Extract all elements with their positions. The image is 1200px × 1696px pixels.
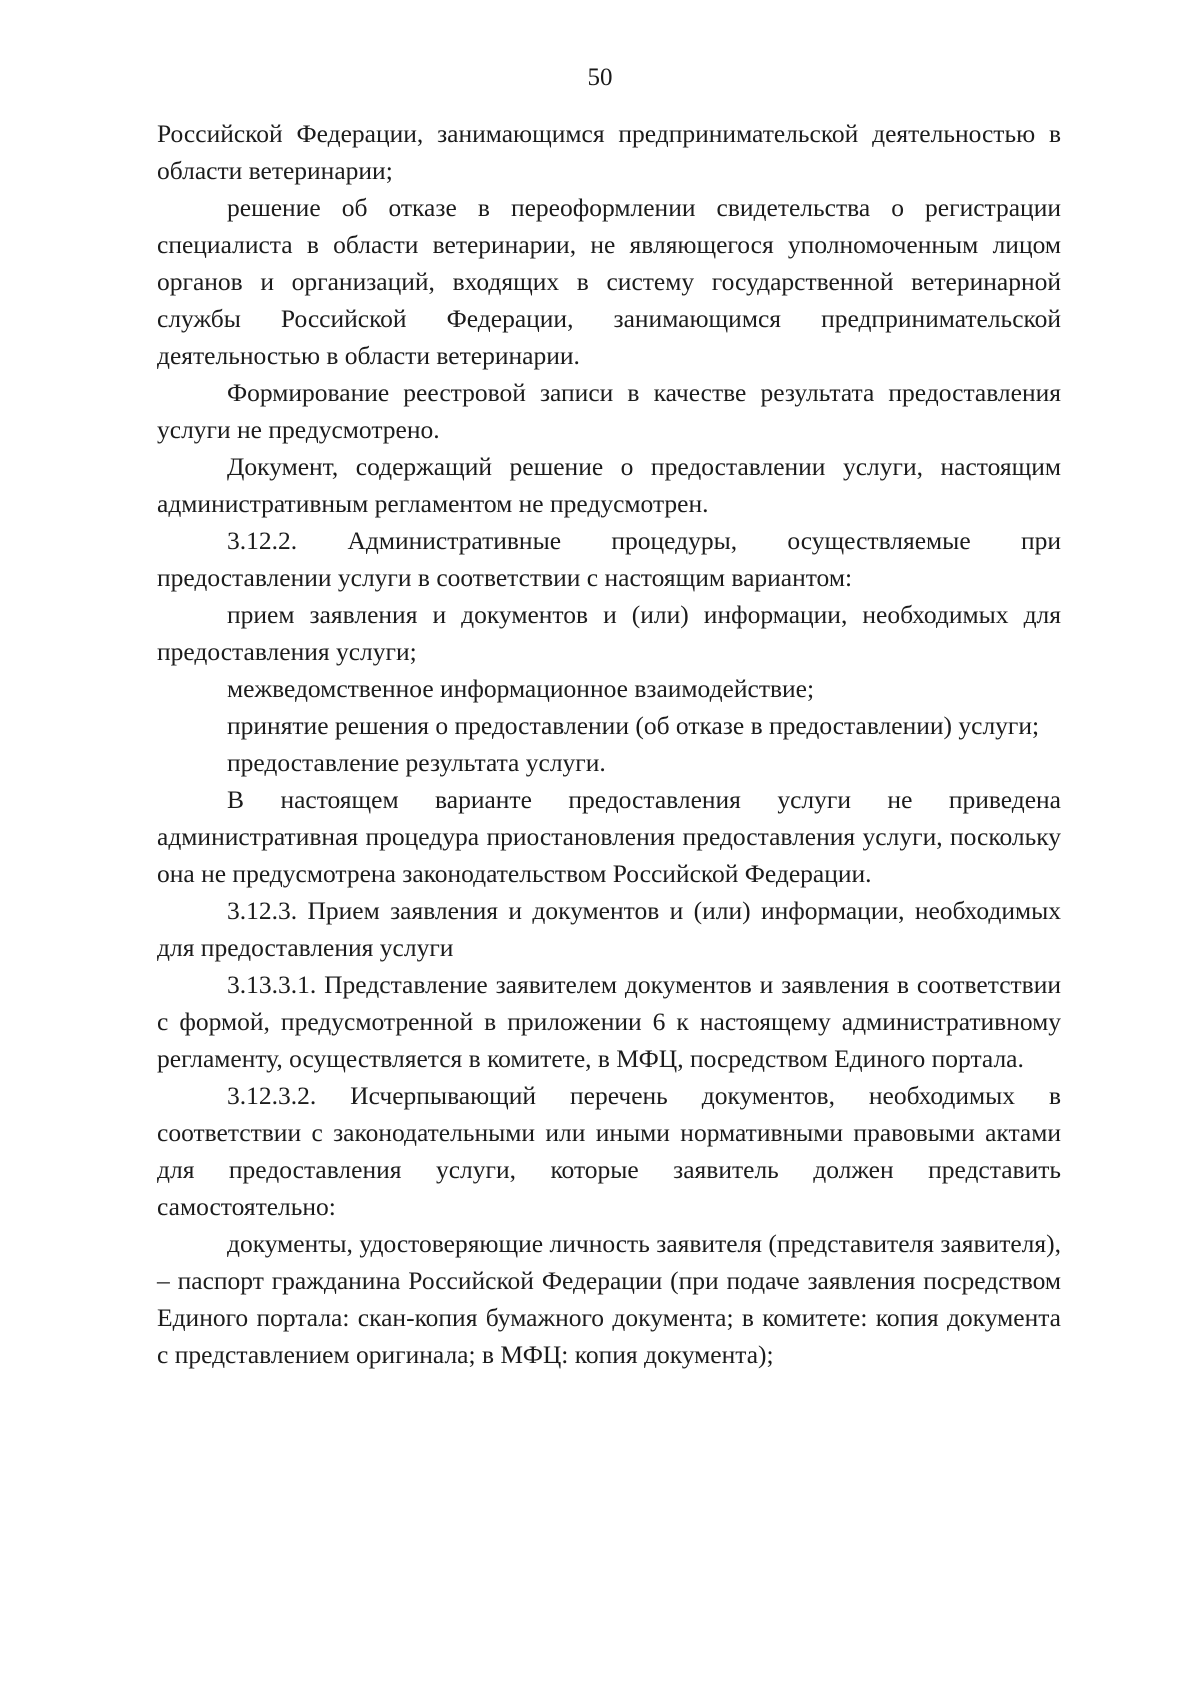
paragraph: 3.12.3. Прием заявления и документов и (или) информации, необходимых для предоставления услуги (157, 896, 1061, 962)
paragraph: 3.12.3.2. Исчерпывающий перечень документов, необходимых в соответствии с законодательными или иными нормативными правовыми актами для предоставления услуги, которые заявитель должен представить самостоятельно: (157, 1081, 1061, 1221)
paragraph: 3.12.2. Административные процедуры, осуществляемые при предоставлении услуги в соответствии с настоящим вариантом: (157, 526, 1061, 592)
page-number: 50 (587, 64, 613, 91)
paragraph: документы, удостоверяющие личность заявителя (представителя заявителя), – паспорт гражданина Российской Федерации (при подаче заявления посредством Единого портала: скан-копия бумажного документа; в комитете: копия документа с представлением оригинала; в МФЦ: копия документа); (157, 1229, 1061, 1369)
paragraph: предоставление результата услуги. (227, 748, 606, 777)
paragraph: прием заявления и документов и (или) информации, необходимых для предоставления услуги; (157, 600, 1061, 666)
paragraph: принятие решения о предоставлении (об отказе в предоставлении) услуги; (227, 711, 1040, 740)
document-body (157, 115, 1061, 1373)
paragraph: Документ, содержащий решение о предоставлении услуги, настоящим административным регламентом не предусмотрен. (157, 452, 1061, 518)
paragraph: Российской Федерации, занимающимся предпринимательской деятельностью в области ветеринарии; (157, 119, 1061, 185)
paragraph: Формирование реестровой записи в качестве результата предоставления услуги не предусмотрено. (157, 378, 1061, 444)
paragraph: решение об отказе в переоформлении свидетельства о регистрации специалиста в области ветеринарии, не являющегося уполномоченным лицом органов и организаций, входящих в систему государственной ветеринарной службы Российской Федерации, занимающимся предпринимательской деятельностью в области ветеринарии. (157, 193, 1061, 370)
paragraph: В настоящем варианте предоставления услуги не приведена административная процедура приостановления предоставления услуги, поскольку она не предусмотрена законодательством Российской Федерации. (157, 785, 1061, 888)
paragraph: 3.13.3.1. Представление заявителем документов и заявления в соответствии с формой, предусмотренной в приложении 6 к настоящему административному регламенту, осуществляется в комитете, в МФЦ, посредством Единого портала. (157, 970, 1061, 1073)
paragraph: межведомственное информационное взаимодействие; (227, 674, 815, 703)
